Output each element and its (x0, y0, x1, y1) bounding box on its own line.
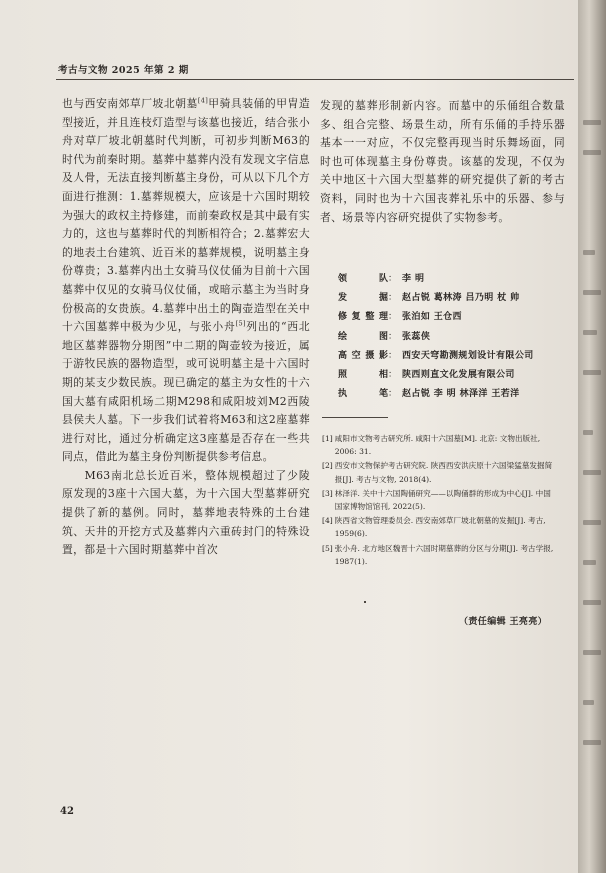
reference-item: [3] 林泽洋. 关中十六国陶俑研究——以陶俑群的形成为中心[J]. 中国国家博物馆馆刊, 2022(5). (322, 488, 551, 512)
credit-row: 领队： 李 明 (338, 274, 425, 284)
reference-item: [5] 张小舟. 北方地区魏晋十六国时期墓葬的分区与分期[J]. 考古学报, 1987(1). (322, 543, 554, 566)
reference-list (322, 432, 558, 569)
right-column (320, 97, 565, 227)
responsible-editor: （责任编辑 王亮亮） (459, 617, 548, 627)
credit-row: 执笔： 赵占锐 李 明 林泽洋 王若洋 (338, 389, 520, 400)
left-paragraph-1: 也与西安南郊草厂坡北朝墓[4]甲骑具装俑的甲胄造型接近，并且连枝灯造型与该墓也接近，结合张小舟对草厂坡北朝墓时代判断，可初步判断M63的时代为前秦时期。墓葬中墓葬内没有发现文字信息及人骨，无法直接判断墓主身份，可从以下几个方面进行推测：1.墓葬规模大，应该是十六国时期较为强大的政权主持修建，而前秦政权是其中最有实力的，这也与墓葬时代的判断相符合；2.墓葬宏大的地表土台建筑、近百米的墓葬规模，说明墓主身份尊贵；3.墓葬内出土女骑马仪仗俑为目前十六国墓葬中仅见的女骑马仪仗俑，或暗示墓主为当时身份极高的女贵族。4.墓葬中出土的陶壶造型在关中十六国墓葬中极为少见，与张小舟[5]列出的“西北地区墓葬器物分期图”中二期的陶壶较为接近，属于游牧民族的器物造型，或可说明墓主是十六国时期的某支少数民族。现已确定的墓主为女性的十六国大墓有咸阳机场二期M298和咸阳坡刘M2西陵县侯夫人墓。下一步我们试着将M63和这2座墓葬进行对比，通过分析确定这3座墓是否存在一些共同点，借此为墓主身份判断提供参考信息。 (62, 96, 310, 464)
credit-row: 照相： 陕西则直文化发展有限公司 (338, 370, 515, 381)
left-column (62, 95, 310, 560)
adjacent-page-edge (578, 0, 606, 873)
credit-row: 绘图： 张蕊侠 (338, 331, 431, 342)
reference-item: [4] 陕西省文物管理委员会. 西安南郊草厂坡北朝墓的发掘[J]. 考古, 1959(6). (322, 516, 546, 539)
page-number: 42 (60, 806, 74, 817)
ref-mark-4: [4] (197, 96, 209, 105)
credit-row: 修复整理： 张泊如 王仓西 (338, 312, 462, 323)
credit-row: 发掘： 赵占锐 葛林涛 吕乃明 杖 帅 (338, 293, 520, 304)
ref-mark-5: [5] (235, 319, 246, 328)
reference-item: [2] 西安市文物保护考古研究院. 陕西西安洪庆原十六国梁猛墓发掘简报[J]. 考古与文物, 2018(4). (322, 461, 553, 484)
reference-item: [1] 咸阳市文物考古研究所. 咸阳十六国墓[M]. 北京: 文物出版社, 2006: 31. (322, 434, 541, 457)
print-speck (364, 601, 366, 603)
running-header: 考古与文物 2025 年第 2 期 (58, 65, 189, 76)
credits-block (338, 270, 534, 404)
right-paragraph-1: 发现的墓葬形制新内容。而墓中的乐俑组合数量多、组合完整、场景生动，所有乐俑的手持乐器基本一一对应，不仅完整再现当时乐舞场面，同时也可体现墓主身份尊贵。该墓的发现，不仅为关中地区十六国大型墓葬的研究提供了新的考古资料，同时也为十六国丧葬礼乐中的乐器、参与者、场景等内容研究提供了实物参考。 (320, 99, 565, 224)
credit-row: 高空摄影： 西安天穹勘测规划设计有限公司 (338, 350, 534, 361)
footnote-rule (322, 417, 388, 418)
left-paragraph-2: M63南北总长近百米，整体规模超过了少陵原发现的3座十六国大墓，为十六国大型墓葬研究提供了新的墓例。同时，墓葬地表特殊的土台建筑、天井的开挖方式及墓葬内六重砖封门的特殊设置，都是十六国时期墓葬中首次 (62, 468, 310, 557)
header-rule (56, 79, 574, 80)
